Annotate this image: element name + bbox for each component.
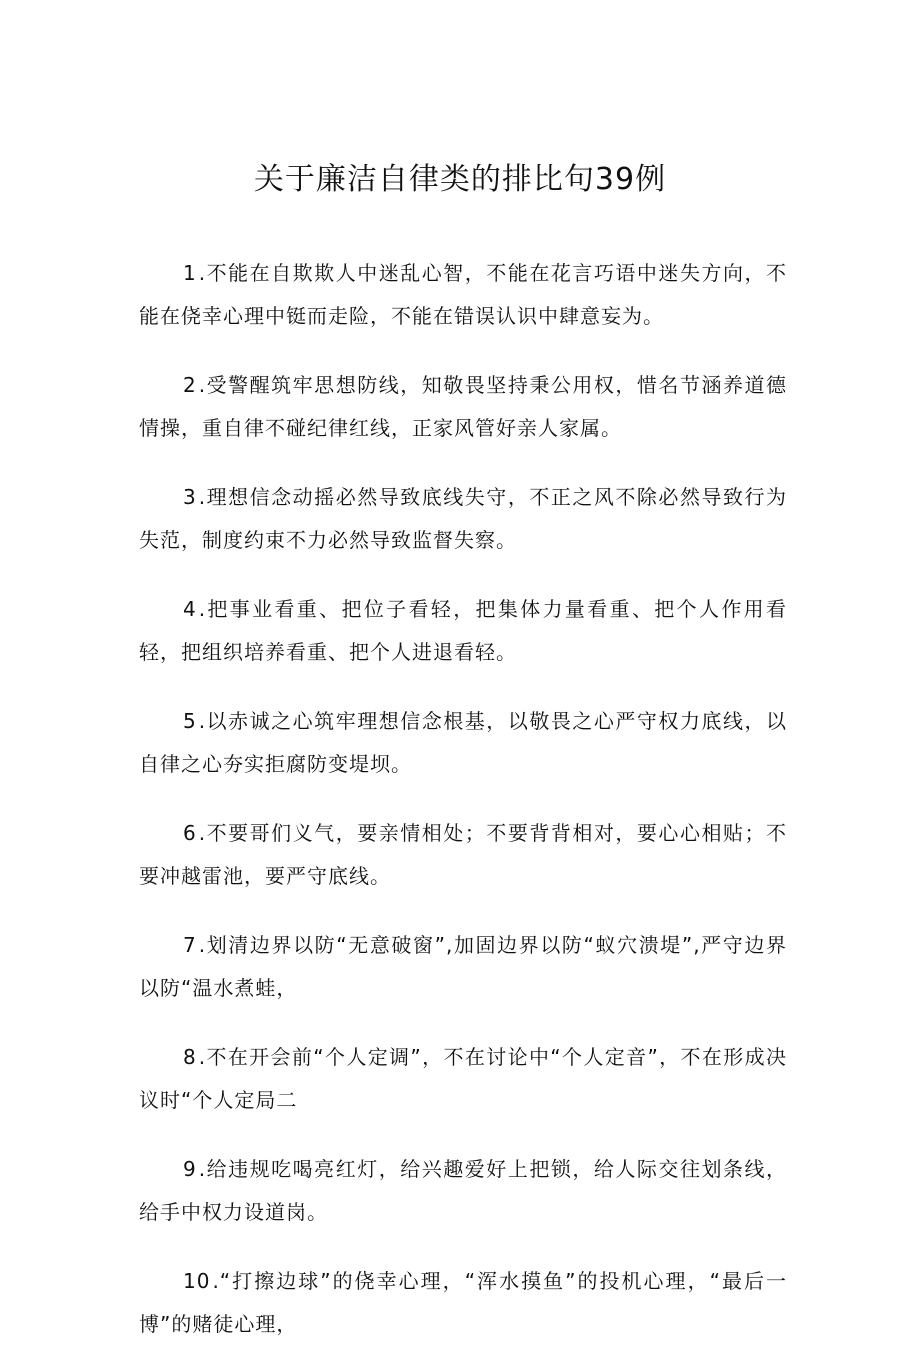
item-number: 7: [183, 933, 197, 957]
item-text: .不能在自欺欺人中迷乱心智，不能在花言巧语中迷失方向，不能在侥幸心理中铤而走险，不能在错误认识中肆意妄为。: [139, 261, 787, 328]
item-number: 9: [183, 1157, 197, 1181]
list-item: [139, 364, 787, 450]
item-text: .“打擦边球”的侥幸心理，“浑水摸鱼”的投机心理，“最后一博”的赌徒心理，: [139, 1269, 787, 1336]
item-text: .把事业看重、把位子看轻，把集体力量看重、把个人作用看轻，把组织培养看重、把个人进退看轻。: [139, 597, 787, 664]
list-item: [139, 1036, 787, 1122]
list-item: [139, 1260, 787, 1346]
item-number: 8: [183, 1045, 197, 1069]
item-number: 4: [183, 597, 197, 621]
item-text: .不要哥们义气，要亲情相处；不要背背相对，要心心相贴；不要冲越雷池，要严守底线。: [139, 821, 787, 888]
list-item: [139, 252, 787, 338]
item-text: .划清边界以防“无意破窗”,加固边界以防“蚁穴溃堤”,严守边界以防“温水煮蛙，: [139, 933, 787, 1000]
item-number: 1: [183, 261, 197, 285]
list-item: [139, 476, 787, 562]
item-text: .受警醒筑牢思想防线，知敬畏坚持秉公用权，惜名节涵养道德情操，重自律不碰纪律红线，正家风管好亲人家属。: [139, 373, 787, 440]
item-number: 2: [183, 373, 197, 397]
list-item: [139, 812, 787, 898]
item-text: .以赤诚之心筑牢理想信念根基，以敬畏之心严守权力底线，以自律之心夯实拒腐防变堤坝。: [139, 709, 787, 776]
item-text: .不在开会前“个人定调”，不在讨论中“个人定音”，不在形成决议时“个人定局二: [139, 1045, 787, 1112]
list-item: [139, 588, 787, 674]
item-number: 6: [183, 821, 197, 845]
sentence-list: [139, 252, 787, 1372]
item-text: .给违规吃喝亮红灯，给兴趣爱好上把锁，给人际交往划条线，给手中权力设道岗。: [139, 1157, 787, 1224]
list-item: [139, 924, 787, 1010]
page-title: 关于廉洁自律类的排比句39例: [253, 162, 667, 197]
list-item: [139, 700, 787, 786]
item-number: 5: [183, 709, 197, 733]
item-number: 3: [183, 485, 197, 509]
item-number: 10: [183, 1269, 211, 1293]
list-item: [139, 1148, 787, 1234]
item-text: .理想信念动摇必然导致底线失守，不正之风不除必然导致行为失范，制度约束不力必然导致监督失察。: [139, 485, 787, 552]
